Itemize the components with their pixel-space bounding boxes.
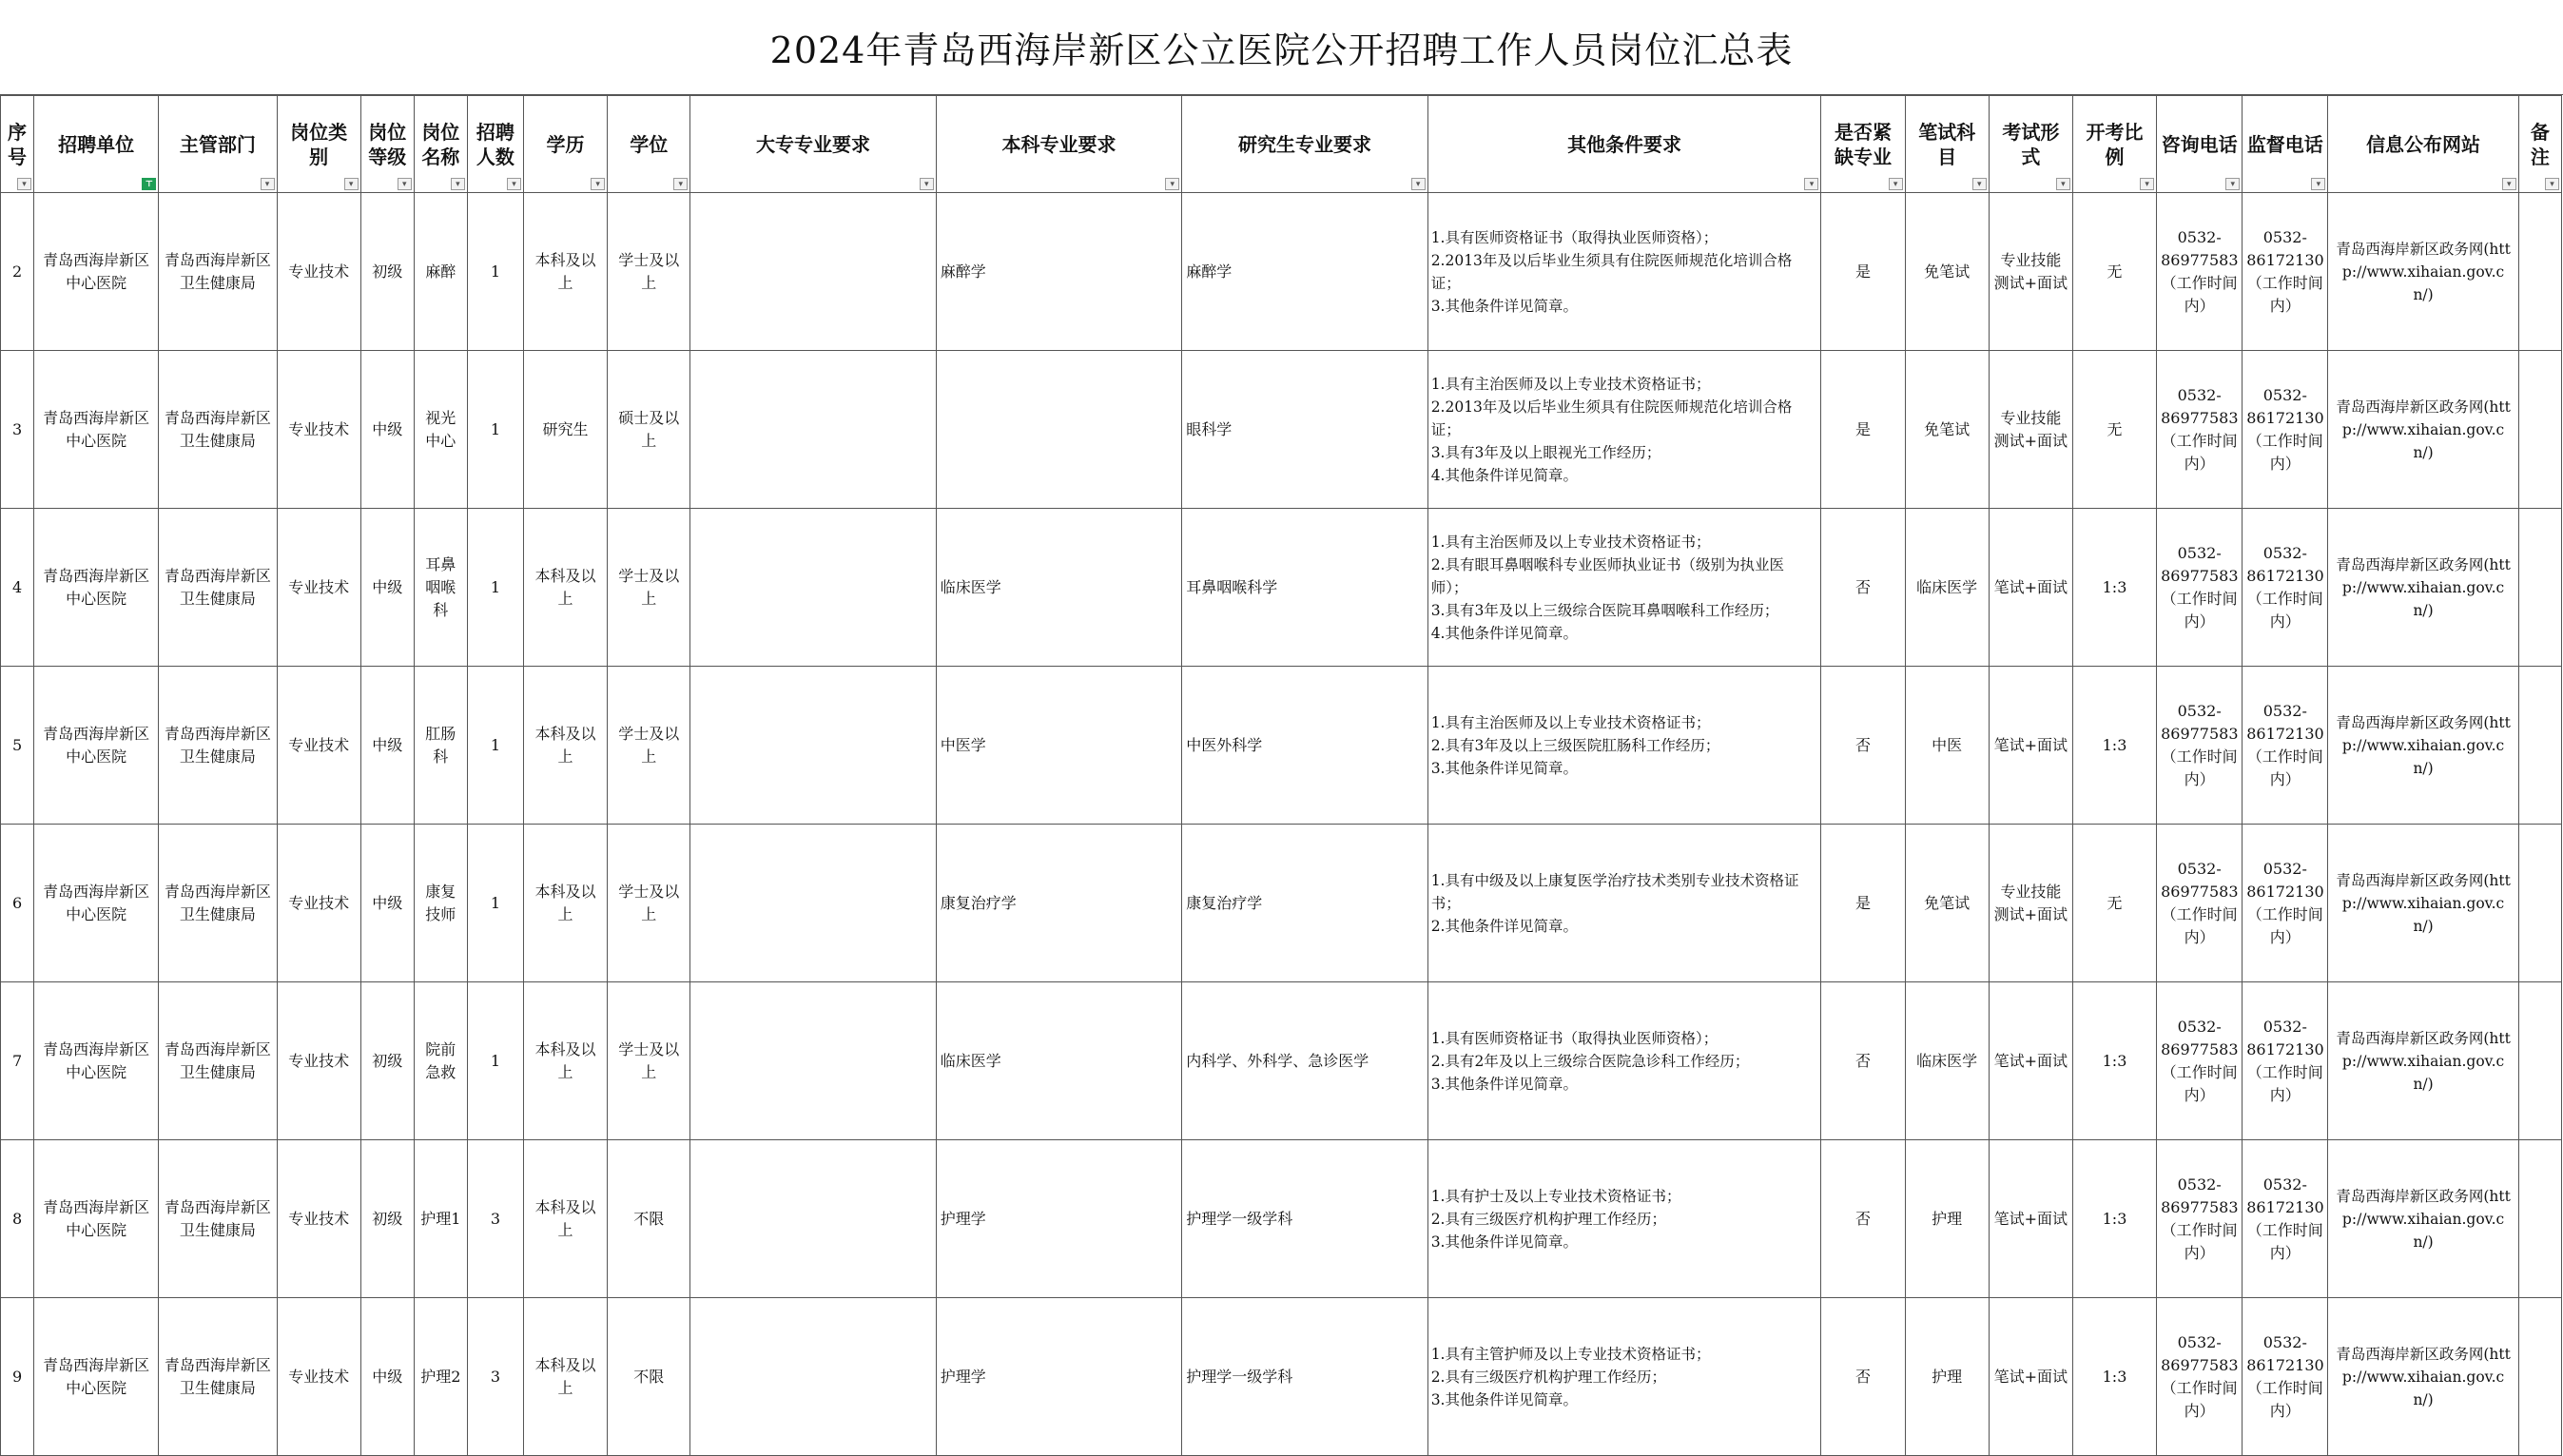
cell-category[interactable]: 专业技术 xyxy=(277,351,360,509)
filter-dropdown-icon[interactable]: ▾ xyxy=(2140,178,2154,190)
cell-scarce[interactable]: 否 xyxy=(1821,509,1905,667)
cell-unit[interactable]: 青岛西海岸新区中心医院 xyxy=(34,982,159,1140)
cell-supervise-phone[interactable]: 0532-86172130（工作时间内） xyxy=(2243,825,2328,982)
column-header-label: 信息公布网站 xyxy=(2366,132,2481,156)
cell-count[interactable]: 3 xyxy=(467,1140,523,1298)
cell-scarce[interactable]: 是 xyxy=(1821,351,1905,509)
cell-dept[interactable]: 青岛西海岸新区卫生健康局 xyxy=(159,982,277,1140)
cell-conditions[interactable]: 1.具有医师资格证书（取得执业医师资格）； 2.具有2年及以上三级综合医院急诊科工作经历； 3.其他条件详见简章。 xyxy=(1427,982,1821,1140)
column-header-ratio xyxy=(2072,96,2156,193)
cell-subject[interactable]: 免笔试 xyxy=(1905,193,1989,351)
column-header-label: 岗位类别 xyxy=(290,120,348,168)
cell-unit[interactable]: 青岛西海岸新区中心医院 xyxy=(34,351,159,509)
cell-graduate-major[interactable]: 中医外科学 xyxy=(1182,667,1427,825)
cell-bachelor-major[interactable]: 临床医学 xyxy=(936,982,1181,1140)
filter-active-icon[interactable]: ⊤ xyxy=(142,178,156,190)
cell-note[interactable] xyxy=(2518,1140,2561,1298)
cell-dept[interactable]: 青岛西海岸新区卫生健康局 xyxy=(159,825,277,982)
cell-subject[interactable]: 护理 xyxy=(1905,1298,1989,1456)
filter-dropdown-icon[interactable]: ▾ xyxy=(1889,178,1903,190)
cell-degree[interactable]: 学士及以上 xyxy=(608,825,690,982)
cell-supervise-phone[interactable]: 0532-86172130（工作时间内） xyxy=(2243,351,2328,509)
cell-post[interactable]: 肛肠科 xyxy=(414,667,467,825)
cell-note[interactable] xyxy=(2518,193,2561,351)
filter-dropdown-icon[interactable]: ▾ xyxy=(2225,178,2240,190)
filter-dropdown-icon[interactable]: ▾ xyxy=(451,178,465,190)
cell-phone[interactable]: 0532-86977583（工作时间内） xyxy=(2157,825,2243,982)
cell-level[interactable]: 中级 xyxy=(360,667,414,825)
cell-degree[interactable]: 不限 xyxy=(608,1298,690,1456)
cell-conditions[interactable]: 1.具有主治医师及以上专业技术资格证书； 2.具有眼耳鼻咽喉科专业医师执业证书（级别为执业医师）； 3.具有3年及以上三级综合医院耳鼻咽喉科工作经历； 4.其他条件详见简章。 xyxy=(1427,509,1821,667)
cell-dept[interactable]: 青岛西海岸新区卫生健康局 xyxy=(159,509,277,667)
cell-seq[interactable]: 6 xyxy=(1,825,34,982)
cell-supervise-phone[interactable]: 0532-86172130（工作时间内） xyxy=(2243,193,2328,351)
cell-website[interactable]: 青岛西海岸新区政务网(http://www.xihaian.gov.cn/) xyxy=(2328,1140,2518,1298)
cell-degree[interactable]: 学士及以上 xyxy=(608,982,690,1140)
filter-dropdown-icon[interactable]: ▾ xyxy=(1411,178,1426,190)
column-header-college-major xyxy=(690,96,936,193)
cell-level[interactable]: 中级 xyxy=(360,1298,414,1456)
cell-website[interactable]: 青岛西海岸新区政务网(http://www.xihaian.gov.cn/) xyxy=(2328,1298,2518,1456)
cell-category[interactable]: 专业技术 xyxy=(277,982,360,1140)
cell-conditions[interactable]: 1.具有中级及以上康复医学治疗技术类别专业技术资格证书； 2.其他条件详见简章。 xyxy=(1427,825,1821,982)
column-header-dept xyxy=(159,96,277,193)
cell-college-major[interactable] xyxy=(690,193,936,351)
cell-bachelor-major[interactable]: 护理学 xyxy=(936,1298,1181,1456)
cell-education[interactable]: 本科及以上 xyxy=(523,193,607,351)
cell-supervise-phone[interactable]: 0532-86172130（工作时间内） xyxy=(2243,1140,2328,1298)
cell-supervise-phone[interactable]: 0532-86172130（工作时间内） xyxy=(2243,509,2328,667)
cell-phone[interactable]: 0532-86977583（工作时间内） xyxy=(2157,1298,2243,1456)
cell-unit[interactable]: 青岛西海岸新区中心医院 xyxy=(34,193,159,351)
filter-dropdown-icon[interactable]: ▾ xyxy=(261,178,275,190)
cell-unit[interactable]: 青岛西海岸新区中心医院 xyxy=(34,1298,159,1456)
cell-level[interactable]: 初级 xyxy=(360,1140,414,1298)
table-row xyxy=(1,509,2562,667)
column-header-exam-form xyxy=(1989,96,2072,193)
cell-note[interactable] xyxy=(2518,982,2561,1140)
column-header-label: 学位 xyxy=(630,132,669,156)
column-header-label: 岗位名称 xyxy=(421,120,460,168)
cell-dept[interactable]: 青岛西海岸新区卫生健康局 xyxy=(159,667,277,825)
cell-college-major[interactable] xyxy=(690,1298,936,1456)
cell-education[interactable]: 本科及以上 xyxy=(523,1298,607,1456)
column-header-label: 开考比例 xyxy=(2086,120,2144,168)
cell-unit[interactable]: 青岛西海岸新区中心医院 xyxy=(34,825,159,982)
cell-dept[interactable]: 青岛西海岸新区卫生健康局 xyxy=(159,351,277,509)
cell-college-major[interactable] xyxy=(690,351,936,509)
column-header-subject xyxy=(1905,96,1989,193)
cell-subject[interactable]: 临床医学 xyxy=(1905,982,1989,1140)
cell-note[interactable] xyxy=(2518,1298,2561,1456)
column-header-phone xyxy=(2157,96,2243,193)
cell-subject[interactable]: 免笔试 xyxy=(1905,351,1989,509)
table-row xyxy=(1,193,2562,351)
filter-dropdown-icon[interactable]: ▾ xyxy=(398,178,412,190)
table-row xyxy=(1,982,2562,1140)
cell-seq[interactable]: 4 xyxy=(1,509,34,667)
cell-ratio[interactable]: 1:3 xyxy=(2072,1298,2156,1456)
cell-post[interactable]: 护理1 xyxy=(414,1140,467,1298)
cell-supervise-phone[interactable]: 0532-86172130（工作时间内） xyxy=(2243,982,2328,1140)
cell-unit[interactable]: 青岛西海岸新区中心医院 xyxy=(34,667,159,825)
cell-phone[interactable]: 0532-86977583（工作时间内） xyxy=(2157,982,2243,1140)
column-header-label: 岗位等级 xyxy=(368,120,407,168)
filter-dropdown-icon[interactable]: ▾ xyxy=(1804,178,1818,190)
cell-level[interactable]: 中级 xyxy=(360,351,414,509)
cell-scarce[interactable]: 是 xyxy=(1821,193,1905,351)
cell-exam-form[interactable]: 专业技能测试+面试 xyxy=(1989,351,2072,509)
cell-supervise-phone[interactable]: 0532-86172130（工作时间内） xyxy=(2243,667,2328,825)
column-header-label: 其他条件要求 xyxy=(1567,132,1682,156)
cell-education[interactable]: 本科及以上 xyxy=(523,667,607,825)
cell-college-major[interactable] xyxy=(690,509,936,667)
cell-count[interactable]: 1 xyxy=(467,825,523,982)
cell-bachelor-major[interactable]: 麻醉学 xyxy=(936,193,1181,351)
cell-post[interactable]: 耳鼻咽喉科 xyxy=(414,509,467,667)
cell-degree[interactable]: 学士及以上 xyxy=(608,509,690,667)
cell-supervise-phone[interactable]: 0532-86172130（工作时间内） xyxy=(2243,1298,2328,1456)
cell-scarce[interactable]: 否 xyxy=(1821,1140,1905,1298)
cell-bachelor-major[interactable] xyxy=(936,351,1181,509)
cell-ratio[interactable]: 1:3 xyxy=(2072,667,2156,825)
cell-website[interactable]: 青岛西海岸新区政务网(http://www.xihaian.gov.cn/) xyxy=(2328,193,2518,351)
cell-scarce[interactable]: 否 xyxy=(1821,667,1905,825)
filter-dropdown-icon[interactable]: ▾ xyxy=(2056,178,2070,190)
cell-seq[interactable]: 7 xyxy=(1,982,34,1140)
filter-dropdown-icon[interactable]: ▾ xyxy=(920,178,934,190)
cell-count[interactable]: 1 xyxy=(467,982,523,1140)
cell-website[interactable]: 青岛西海岸新区政务网(http://www.xihaian.gov.cn/) xyxy=(2328,509,2518,667)
cell-bachelor-major[interactable]: 中医学 xyxy=(936,667,1181,825)
cell-post[interactable]: 院前急救 xyxy=(414,982,467,1140)
cell-graduate-major[interactable]: 护理学一级学科 xyxy=(1182,1140,1427,1298)
cell-subject[interactable]: 临床医学 xyxy=(1905,509,1989,667)
cell-degree[interactable]: 不限 xyxy=(608,1140,690,1298)
column-header-label: 笔试科目 xyxy=(1918,120,1976,168)
cell-website[interactable]: 青岛西海岸新区政务网(http://www.xihaian.gov.cn/) xyxy=(2328,667,2518,825)
column-header-level xyxy=(360,96,414,193)
cell-conditions[interactable]: 1.具有主治医师及以上专业技术资格证书； 2.2013年及以后毕业生须具有住院医师规范化培训合格证； 3.具有3年及以上眼视光工作经历； 4.其他条件详见简章。 xyxy=(1427,351,1821,509)
cell-degree[interactable]: 硕士及以上 xyxy=(608,351,690,509)
column-header-label: 大专专业要求 xyxy=(756,132,871,156)
cell-graduate-major[interactable]: 内科学、外科学、急诊医学 xyxy=(1182,982,1427,1140)
cell-unit[interactable]: 青岛西海岸新区中心医院 xyxy=(34,1140,159,1298)
cell-exam-form[interactable]: 笔试+面试 xyxy=(1989,1140,2072,1298)
cell-phone[interactable]: 0532-86977583（工作时间内） xyxy=(2157,193,2243,351)
cell-post[interactable]: 康复技师 xyxy=(414,825,467,982)
cell-note[interactable] xyxy=(2518,667,2561,825)
cell-post[interactable]: 视光中心 xyxy=(414,351,467,509)
cell-conditions[interactable]: 1.具有护士及以上专业技术资格证书； 2.具有三级医疗机构护理工作经历； 3.其他条件详见简章。 xyxy=(1427,1140,1821,1298)
column-header-label: 招聘人数 xyxy=(476,120,515,168)
cell-college-major[interactable] xyxy=(690,825,936,982)
column-header-scarce xyxy=(1821,96,1905,193)
cell-ratio[interactable]: 1:3 xyxy=(2072,982,2156,1140)
cell-exam-form[interactable]: 笔试+面试 xyxy=(1989,1298,2072,1456)
header-row xyxy=(1,96,2562,193)
column-header-label: 备注 xyxy=(2530,120,2550,168)
table-body xyxy=(1,193,2562,1456)
cell-scarce[interactable]: 是 xyxy=(1821,825,1905,982)
cell-conditions[interactable]: 1.具有主管护师及以上专业技术资格证书； 2.具有三级医疗机构护理工作经历； 3.其他条件详见简章。 xyxy=(1427,1298,1821,1456)
cell-education[interactable]: 研究生 xyxy=(523,351,607,509)
table-row xyxy=(1,825,2562,982)
cell-graduate-major[interactable]: 麻醉学 xyxy=(1182,193,1427,351)
cell-ratio[interactable]: 1:3 xyxy=(2072,509,2156,667)
column-header-label: 咨询电话 xyxy=(2161,132,2238,156)
cell-seq[interactable]: 9 xyxy=(1,1298,34,1456)
cell-education[interactable]: 本科及以上 xyxy=(523,509,607,667)
table-row xyxy=(1,351,2562,509)
filter-dropdown-icon[interactable]: ▾ xyxy=(507,178,521,190)
cell-exam-form[interactable]: 笔试+面试 xyxy=(1989,509,2072,667)
cell-education[interactable]: 本科及以上 xyxy=(523,825,607,982)
filter-dropdown-icon[interactable]: ▾ xyxy=(1972,178,1987,190)
column-header-degree xyxy=(608,96,690,193)
column-header-label: 监督电话 xyxy=(2246,132,2323,156)
cell-website[interactable]: 青岛西海岸新区政务网(http://www.xihaian.gov.cn/) xyxy=(2328,982,2518,1140)
table-row xyxy=(1,667,2562,825)
column-header-label: 研究生专业要求 xyxy=(1237,132,1371,156)
cell-post[interactable]: 麻醉 xyxy=(414,193,467,351)
column-header-label: 学历 xyxy=(546,132,585,156)
cell-bachelor-major[interactable]: 康复治疗学 xyxy=(936,825,1181,982)
cell-graduate-major[interactable]: 康复治疗学 xyxy=(1182,825,1427,982)
cell-exam-form[interactable]: 专业技能测试+面试 xyxy=(1989,825,2072,982)
cell-conditions[interactable]: 1.具有主治医师及以上专业技术资格证书； 2.具有3年及以上三级医院肛肠科工作经历； 3.其他条件详见简章。 xyxy=(1427,667,1821,825)
cell-level[interactable]: 中级 xyxy=(360,509,414,667)
cell-education[interactable]: 本科及以上 xyxy=(523,1140,607,1298)
cell-unit[interactable]: 青岛西海岸新区中心医院 xyxy=(34,509,159,667)
filter-dropdown-icon[interactable]: ▾ xyxy=(2545,178,2559,190)
cell-dept[interactable]: 青岛西海岸新区卫生健康局 xyxy=(159,1140,277,1298)
cell-bachelor-major[interactable]: 临床医学 xyxy=(936,509,1181,667)
cell-exam-form[interactable]: 专业技能测试+面试 xyxy=(1989,193,2072,351)
cell-count[interactable]: 1 xyxy=(467,351,523,509)
cell-phone[interactable]: 0532-86977583（工作时间内） xyxy=(2157,351,2243,509)
cell-degree[interactable]: 学士及以上 xyxy=(608,193,690,351)
cell-degree[interactable]: 学士及以上 xyxy=(608,667,690,825)
cell-note[interactable] xyxy=(2518,351,2561,509)
cell-exam-form[interactable]: 笔试+面试 xyxy=(1989,982,2072,1140)
column-header-count xyxy=(467,96,523,193)
cell-subject[interactable]: 中医 xyxy=(1905,667,1989,825)
cell-category[interactable]: 专业技术 xyxy=(277,1140,360,1298)
cell-count[interactable]: 1 xyxy=(467,509,523,667)
cell-post[interactable]: 护理2 xyxy=(414,1298,467,1456)
cell-level[interactable]: 初级 xyxy=(360,982,414,1140)
cell-phone[interactable]: 0532-86977583（工作时间内） xyxy=(2157,667,2243,825)
column-header-label: 序号 xyxy=(8,120,28,168)
filter-dropdown-icon[interactable]: ▾ xyxy=(2502,178,2516,190)
column-header-label: 考试形式 xyxy=(2002,120,2060,168)
cell-count[interactable]: 3 xyxy=(467,1298,523,1456)
cell-college-major[interactable] xyxy=(690,667,936,825)
column-header-conditions xyxy=(1427,96,1821,193)
cell-ratio[interactable]: 无 xyxy=(2072,193,2156,351)
cell-bachelor-major[interactable]: 护理学 xyxy=(936,1140,1181,1298)
cell-college-major[interactable] xyxy=(690,982,936,1140)
column-header-bachelor-major xyxy=(936,96,1181,193)
cell-graduate-major[interactable]: 护理学一级学科 xyxy=(1182,1298,1427,1456)
cell-exam-form[interactable]: 笔试+面试 xyxy=(1989,667,2072,825)
cell-count[interactable]: 1 xyxy=(467,193,523,351)
filter-dropdown-icon[interactable]: ▾ xyxy=(344,178,359,190)
cell-ratio[interactable]: 无 xyxy=(2072,825,2156,982)
cell-note[interactable] xyxy=(2518,825,2561,982)
cell-education[interactable]: 本科及以上 xyxy=(523,982,607,1140)
column-header-website xyxy=(2328,96,2518,193)
cell-dept[interactable]: 青岛西海岸新区卫生健康局 xyxy=(159,193,277,351)
column-header-education xyxy=(523,96,607,193)
cell-phone[interactable]: 0532-86977583（工作时间内） xyxy=(2157,509,2243,667)
column-header-category xyxy=(277,96,360,193)
column-header-label: 是否紧缺专业 xyxy=(1835,120,1893,168)
cell-dept[interactable]: 青岛西海岸新区卫生健康局 xyxy=(159,1298,277,1456)
cell-category[interactable]: 专业技术 xyxy=(277,1298,360,1456)
page-title: 2024年青岛西海岸新区公立医院公开招聘工作人员岗位汇总表 xyxy=(0,0,2563,95)
column-header-graduate-major xyxy=(1182,96,1427,193)
cell-website[interactable]: 青岛西海岸新区政务网(http://www.xihaian.gov.cn/) xyxy=(2328,351,2518,509)
cell-phone[interactable]: 0532-86977583（工作时间内） xyxy=(2157,1140,2243,1298)
cell-scarce[interactable]: 否 xyxy=(1821,982,1905,1140)
cell-category[interactable]: 专业技术 xyxy=(277,825,360,982)
cell-level[interactable]: 初级 xyxy=(360,193,414,351)
cell-graduate-major[interactable]: 耳鼻咽喉科学 xyxy=(1182,509,1427,667)
cell-subject[interactable]: 免笔试 xyxy=(1905,825,1989,982)
filter-dropdown-icon[interactable]: ▾ xyxy=(17,178,31,190)
cell-website[interactable]: 青岛西海岸新区政务网(http://www.xihaian.gov.cn/) xyxy=(2328,825,2518,982)
table-row xyxy=(1,1140,2562,1298)
column-header-supervise-phone xyxy=(2243,96,2328,193)
column-header-label: 招聘单位 xyxy=(58,132,135,156)
cell-category[interactable]: 专业技术 xyxy=(277,193,360,351)
column-header-label: 主管部门 xyxy=(179,132,256,156)
cell-category[interactable]: 专业技术 xyxy=(277,509,360,667)
column-header-label: 本科专业要求 xyxy=(1001,132,1116,156)
cell-ratio[interactable]: 1:3 xyxy=(2072,1140,2156,1298)
filter-dropdown-icon[interactable]: ▾ xyxy=(591,178,605,190)
filter-dropdown-icon[interactable]: ▾ xyxy=(673,178,688,190)
table-row xyxy=(1,1298,2562,1456)
cell-seq[interactable]: 5 xyxy=(1,667,34,825)
filter-dropdown-icon[interactable]: ▾ xyxy=(1165,178,1179,190)
filter-dropdown-icon[interactable]: ▾ xyxy=(2311,178,2325,190)
cell-scarce[interactable]: 否 xyxy=(1821,1298,1905,1456)
cell-subject[interactable]: 护理 xyxy=(1905,1140,1989,1298)
column-header-seq xyxy=(1,96,34,193)
cell-conditions[interactable]: 1.具有医师资格证书（取得执业医师资格）； 2.2013年及以后毕业生须具有住院医师规范化培训合格证； 3.其他条件详见简章。 xyxy=(1427,193,1821,351)
cell-level[interactable]: 中级 xyxy=(360,825,414,982)
column-header-unit xyxy=(34,96,159,193)
cell-graduate-major[interactable]: 眼科学 xyxy=(1182,351,1427,509)
cell-note[interactable] xyxy=(2518,509,2561,667)
column-header-post xyxy=(414,96,467,193)
cell-seq[interactable]: 3 xyxy=(1,351,34,509)
cell-ratio[interactable]: 无 xyxy=(2072,351,2156,509)
cell-count[interactable]: 1 xyxy=(467,667,523,825)
cell-category[interactable]: 专业技术 xyxy=(277,667,360,825)
cell-college-major[interactable] xyxy=(690,1140,936,1298)
cell-seq[interactable]: 2 xyxy=(1,193,34,351)
recruitment-table xyxy=(0,95,2562,1456)
column-header-note xyxy=(2518,96,2561,193)
cell-seq[interactable]: 8 xyxy=(1,1140,34,1298)
